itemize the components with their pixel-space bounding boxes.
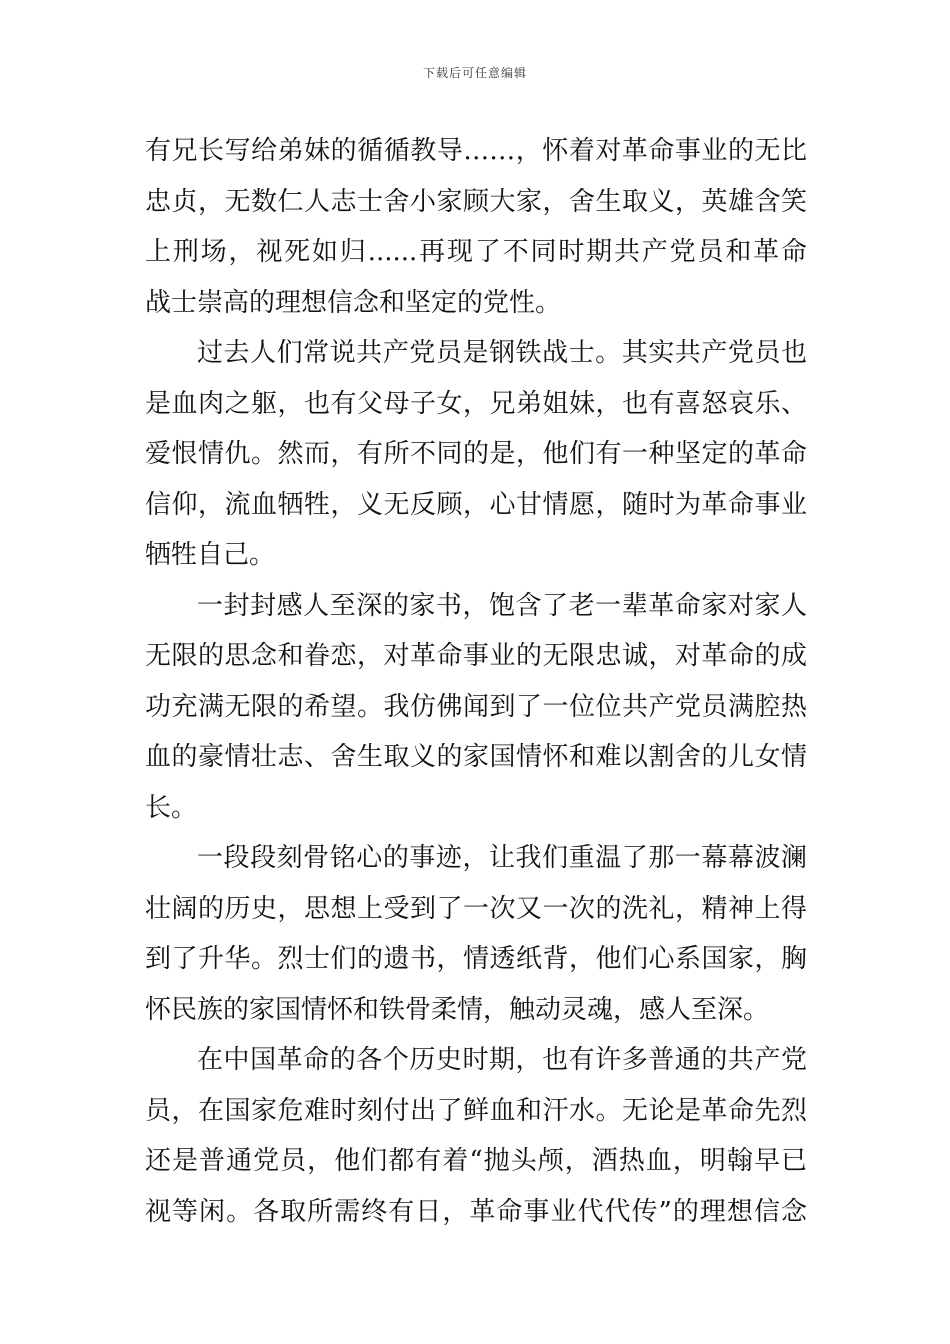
text-line: 无限的思念和眷恋，对革命事业的无限忠诚，对革命的成 bbox=[145, 641, 807, 671]
text-line: 怀民族的家国情怀和铁骨柔情，触动灵魂，感人至深。 bbox=[145, 994, 770, 1025]
paragraph-2 bbox=[145, 328, 807, 581]
page-header: 下载后可任意编辑 bbox=[422, 66, 527, 80]
text-line: 过去人们常说共产党员是钢铁战士。其实共产党员也 bbox=[197, 338, 807, 368]
text-line: 还是普通党员，他们都有着“抛头颅，酒热血，明翰早已 bbox=[145, 1146, 807, 1176]
text-line: 上刑场，视死如归......再现了不同时期共产党员和革命 bbox=[145, 237, 807, 267]
text-line: 壮阔的历史，思想上受到了一次又一次的洗礼，精神上得 bbox=[145, 893, 807, 924]
paragraph-5 bbox=[145, 1035, 807, 1237]
text-line: 视等闲。各取所需终有日，革命事业代代传”的理想信念 bbox=[145, 1196, 807, 1227]
text-line: 战士崇高的理想信念和坚定的党性。 bbox=[145, 287, 562, 318]
text-line: 信仰，流血牺牲，义无反顾，心甘情愿，随时为革命事业 bbox=[145, 489, 807, 520]
text-line: 牺牲自己。 bbox=[145, 540, 276, 570]
text-line: 到了升华。烈士们的遗书，情透纸背，他们心系国家，胸 bbox=[145, 944, 807, 974]
text-line: 是血肉之躯，也有父母子女，兄弟姐妹，也有喜怒哀乐、 bbox=[145, 388, 807, 419]
text-line: 长。 bbox=[145, 792, 198, 823]
paragraph-1 bbox=[145, 126, 807, 328]
document-body bbox=[145, 126, 807, 1237]
text-line: 血的豪情壮志、舍生取义的家国情怀和难以割舍的儿女情 bbox=[145, 742, 807, 772]
paragraph-4 bbox=[145, 833, 807, 1035]
text-line: 一段段刻骨铭心的事迹，让我们重温了那一幕幕波澜 bbox=[197, 843, 807, 873]
text-line: 一封封感人至深的家书，饱含了老一辈革命家对家人 bbox=[197, 590, 807, 621]
paragraph-3 bbox=[145, 581, 807, 834]
text-line: 功充满无限的希望。我仿佛闻到了一位位共产党员满腔热 bbox=[145, 691, 807, 722]
text-line: 忠贞，无数仁人志士舍小家顾大家，舍生取义，英雄含笑 bbox=[145, 186, 807, 217]
text-line: 员，在国家危难时刻付出了鲜血和汗水。无论是革命先烈 bbox=[145, 1095, 807, 1126]
text-line: 爱恨情仇。然而，有所不同的是，他们有一种坚定的革命 bbox=[145, 439, 807, 469]
text-line: 有兄长写给弟妹的循循教导……，怀着对革命事业的无比 bbox=[145, 136, 807, 166]
text-line: 在中国革命的各个历史时期，也有许多普通的共产党 bbox=[197, 1045, 807, 1075]
